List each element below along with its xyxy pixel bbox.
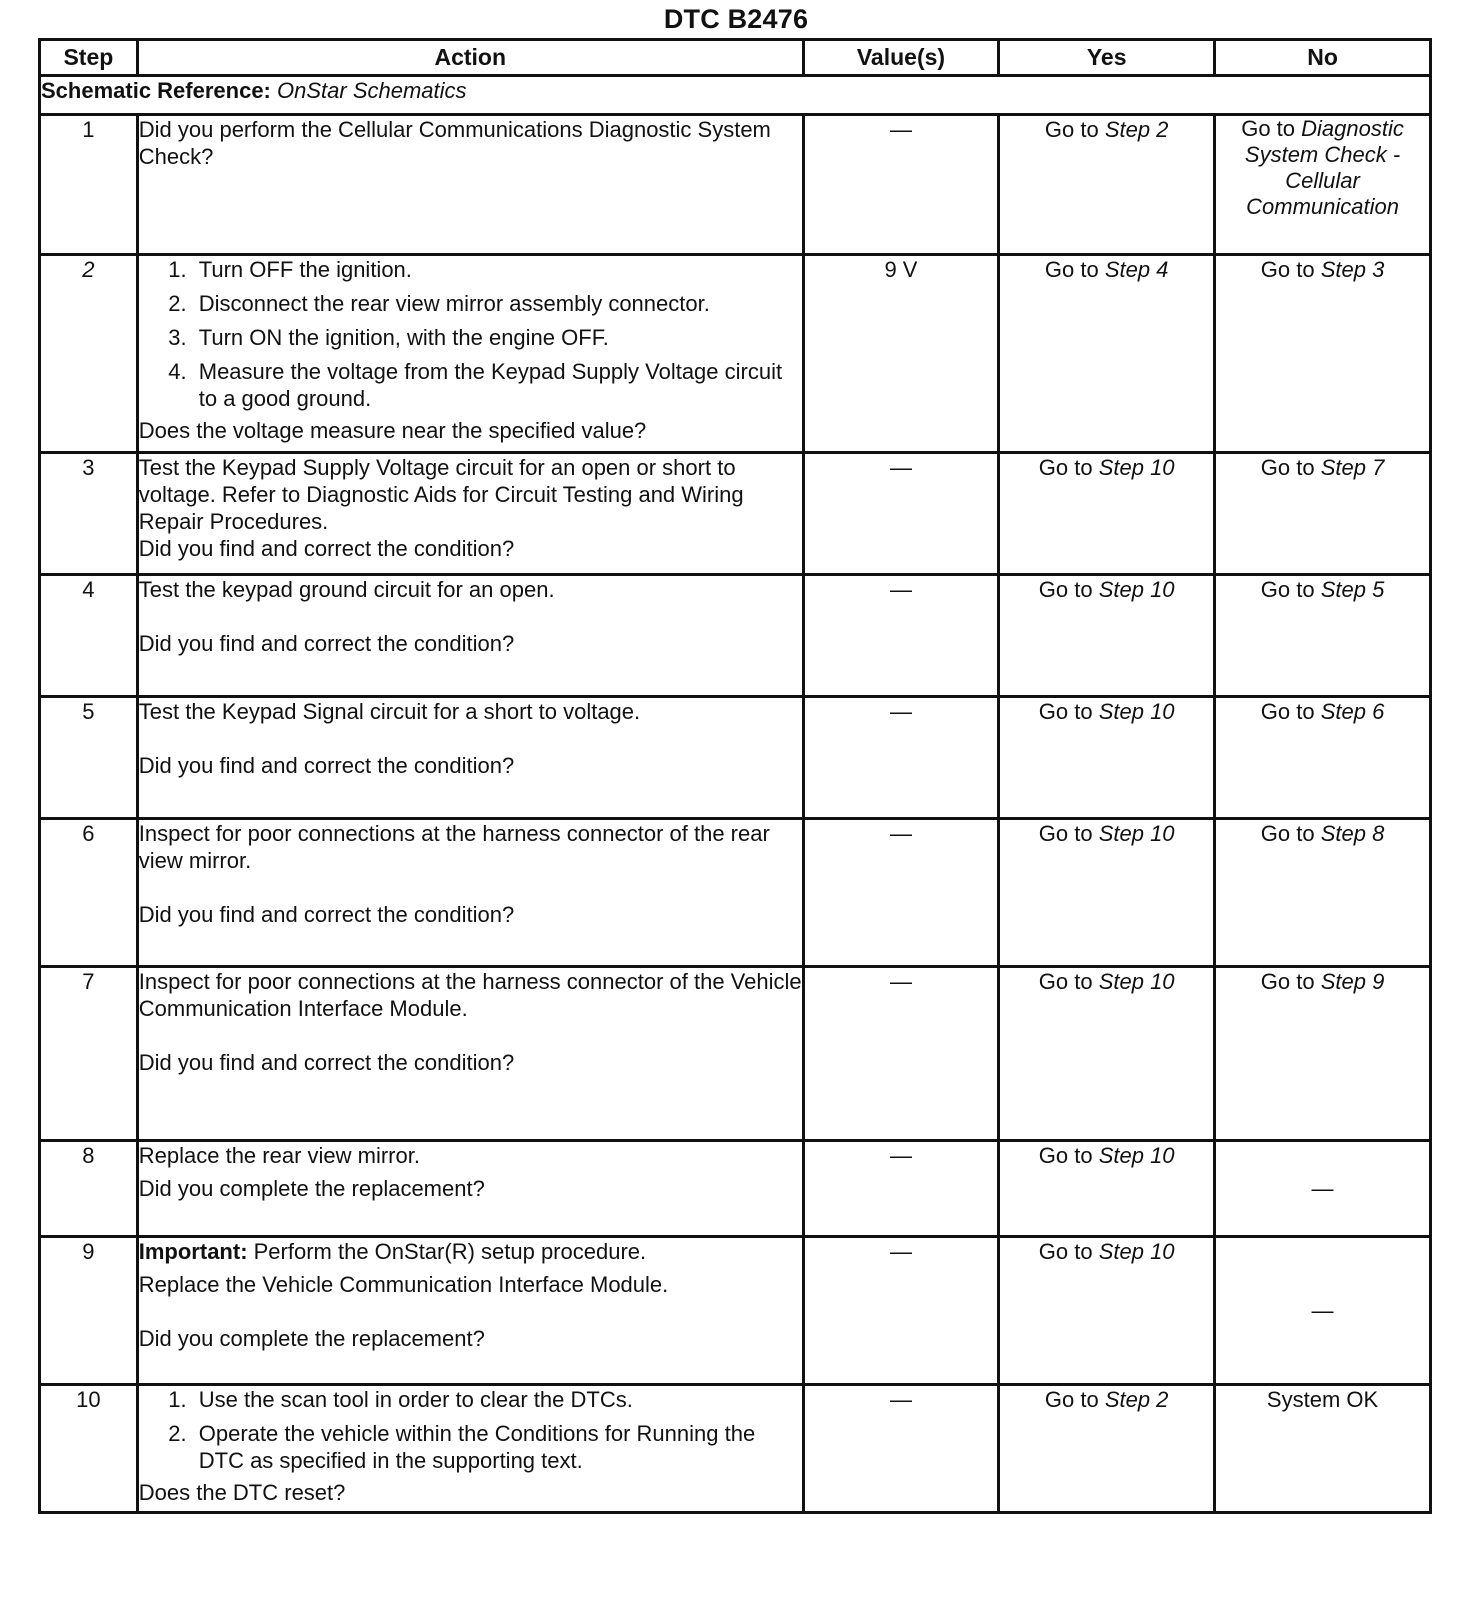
no-step-link: Step 6 — [1320, 699, 1385, 724]
action-question: Did you find and correct the condition? — [138, 1050, 515, 1075]
no-cell: System OK — [1215, 1385, 1431, 1513]
action-cell — [137, 819, 803, 967]
value-cell: — — [803, 1385, 999, 1513]
go-to-text: Go to — [1038, 699, 1093, 724]
action-cell — [137, 1141, 803, 1237]
action-question: Did you find and correct the condition? — [138, 536, 515, 561]
action-question: Does the voltage measure near the specified value? — [138, 418, 647, 443]
no-step-link: Step 7 — [1320, 455, 1385, 480]
spacer — [139, 1022, 802, 1049]
action-text: Inspect for poor connections at the harness connector of the rear view mirror. — [138, 821, 770, 873]
action-question: Did you complete the replacement? — [138, 1176, 485, 1201]
yes-cell — [999, 819, 1215, 967]
header-row — [40, 40, 1431, 76]
spacer — [139, 874, 802, 901]
value-cell: 9 V — [803, 255, 999, 453]
go-to-text: Go to — [1260, 821, 1315, 846]
yes-cell — [999, 115, 1215, 255]
value-cell: — — [803, 115, 999, 255]
yes-step-link: Step 10 — [1098, 1143, 1175, 1168]
yes-cell — [999, 1141, 1215, 1237]
important-label: Important: — [138, 1239, 248, 1264]
action-question: Did you complete the replacement? — [138, 1326, 485, 1351]
no-cell — [1215, 575, 1431, 697]
list-item: 3. Turn ON the ignition, with the engine OFF. — [193, 324, 802, 351]
list-item: 1. Use the scan tool in order to clear the DTCs. — [193, 1386, 802, 1413]
spacer — [139, 725, 802, 752]
no-cell — [1215, 115, 1431, 255]
list-item: 1. Turn OFF the ignition. — [193, 256, 802, 283]
yes-step-link: Step 10 — [1098, 699, 1175, 724]
value-cell: — — [803, 967, 999, 1141]
go-to-text: Go to — [1044, 1387, 1099, 1412]
yes-step-link: Step 2 — [1104, 117, 1169, 142]
schematic-link: OnStar Schematics — [277, 78, 467, 103]
table-row — [40, 967, 1431, 1141]
yes-cell — [999, 967, 1215, 1141]
table-row — [40, 255, 1431, 453]
value-cell: — — [803, 1141, 999, 1237]
action-text: Inspect for poor connections at the harness connector of the Vehicle Communication Interface Module. — [138, 969, 802, 1021]
go-to-text: Go to — [1241, 116, 1296, 141]
action-question: Did you find and correct the condition? — [138, 631, 515, 656]
action-text: Replace the Vehicle Communication Interface Module. — [138, 1272, 669, 1297]
schematic-reference-row — [40, 76, 1431, 115]
action-text: Did you perform the Cellular Communications Diagnostic System Check? — [138, 117, 771, 169]
important-note — [139, 1238, 802, 1265]
header-action: Action — [137, 40, 803, 76]
table-row — [40, 1141, 1431, 1237]
yes-step-link: Step 10 — [1098, 455, 1175, 480]
yes-step-link: Step 10 — [1098, 577, 1175, 602]
no-step-link: Diagnostic System Check - Cellular Communication — [1244, 116, 1404, 219]
no-cell: — — [1215, 1141, 1431, 1237]
spacer — [139, 1298, 802, 1325]
yes-cell — [999, 1237, 1215, 1385]
yes-step-link: Step 10 — [1098, 821, 1175, 846]
yes-cell — [999, 453, 1215, 575]
no-step-link: Step 3 — [1320, 257, 1385, 282]
go-to-text: Go to — [1260, 577, 1315, 602]
step-number: 3 — [40, 453, 138, 575]
yes-step-link: Step 2 — [1104, 1387, 1169, 1412]
value-cell: — — [803, 453, 999, 575]
step-number: 4 — [40, 575, 138, 697]
no-cell — [1215, 967, 1431, 1141]
header-values: Value(s) — [803, 40, 999, 76]
no-cell — [1215, 255, 1431, 453]
action-cell — [137, 967, 803, 1141]
go-to-text: Go to — [1038, 1143, 1093, 1168]
action-text: Test the Keypad Signal circuit for a short to voltage. — [138, 699, 641, 724]
no-step-link: Step 5 — [1320, 577, 1385, 602]
action-text: Test the keypad ground circuit for an open. — [138, 577, 555, 602]
step-number: 8 — [40, 1141, 138, 1237]
action-text: Replace the rear view mirror. — [138, 1143, 420, 1168]
action-question: Does the DTC reset? — [138, 1480, 346, 1505]
action-cell — [137, 697, 803, 819]
no-cell — [1215, 697, 1431, 819]
action-cell — [137, 1385, 803, 1513]
no-step-link: Step 9 — [1320, 969, 1385, 994]
table-row — [40, 575, 1431, 697]
go-to-text: Go to — [1038, 455, 1093, 480]
no-cell — [1215, 819, 1431, 967]
action-list — [139, 256, 802, 412]
page-title: DTC B2476 — [663, 4, 809, 34]
yes-step-link: Step 10 — [1098, 1239, 1175, 1264]
no-cell: — — [1215, 1237, 1431, 1385]
action-cell — [137, 115, 803, 255]
go-to-text: Go to — [1260, 455, 1315, 480]
value-cell: — — [803, 575, 999, 697]
step-number: 6 — [40, 819, 138, 967]
dtc-table — [38, 38, 1432, 1514]
table-row — [40, 453, 1431, 575]
step-number: 5 — [40, 697, 138, 819]
schematic-reference — [40, 76, 1431, 115]
go-to-text: Go to — [1044, 257, 1099, 282]
table-row — [40, 697, 1431, 819]
go-to-text: Go to — [1038, 577, 1093, 602]
header-step: Step — [40, 40, 138, 76]
go-to-text: Go to — [1038, 969, 1093, 994]
action-text: Test the Keypad Supply Voltage circuit for an open or short to voltage. Refer to Diagnostic Aids for Circuit Testing and Wiring Repair Procedures. — [138, 455, 744, 534]
action-cell — [137, 255, 803, 453]
header-no: No — [1215, 40, 1431, 76]
value-cell: — — [803, 697, 999, 819]
go-to-text: Go to — [1260, 699, 1315, 724]
yes-cell — [999, 255, 1215, 453]
header-yes: Yes — [999, 40, 1215, 76]
value-cell: — — [803, 819, 999, 967]
no-step-link: Step 8 — [1320, 821, 1385, 846]
spacer — [139, 603, 802, 630]
list-item: 2. Disconnect the rear view mirror assembly connector. — [193, 290, 802, 317]
step-number: 2 — [40, 255, 138, 453]
go-to-text: Go to — [1038, 821, 1093, 846]
go-to-text: Go to — [1038, 1239, 1093, 1264]
list-item: 4. Measure the voltage from the Keypad Supply Voltage circuit to a good ground. — [193, 358, 802, 412]
step-number: 1 — [40, 115, 138, 255]
no-cell — [1215, 453, 1431, 575]
yes-step-link: Step 4 — [1104, 257, 1169, 282]
go-to-text: Go to — [1044, 117, 1099, 142]
yes-step-link: Step 10 — [1098, 969, 1175, 994]
table-row — [40, 819, 1431, 967]
step-number: 9 — [40, 1237, 138, 1385]
step-number: 10 — [40, 1385, 138, 1513]
go-to-text: Go to — [1260, 969, 1315, 994]
yes-cell — [999, 575, 1215, 697]
important-text: Perform the OnStar(R) setup procedure. — [247, 1239, 647, 1264]
action-question: Did you find and correct the condition? — [138, 902, 515, 927]
value-cell: — — [803, 1237, 999, 1385]
schematic-label: Schematic Reference: — [41, 78, 271, 103]
list-item: 2. Operate the vehicle within the Conditions for Running the DTC as specified in the supporting text. — [193, 1420, 802, 1474]
action-list — [139, 1386, 802, 1474]
action-cell — [137, 575, 803, 697]
action-question: Did you find and correct the condition? — [138, 753, 515, 778]
yes-cell — [999, 697, 1215, 819]
yes-cell — [999, 1385, 1215, 1513]
action-cell — [137, 453, 803, 575]
go-to-text: Go to — [1260, 257, 1315, 282]
table-row — [40, 115, 1431, 255]
table-row — [40, 1237, 1431, 1385]
table-row — [40, 1385, 1431, 1513]
action-cell — [137, 1237, 803, 1385]
step-number: 7 — [40, 967, 138, 1141]
